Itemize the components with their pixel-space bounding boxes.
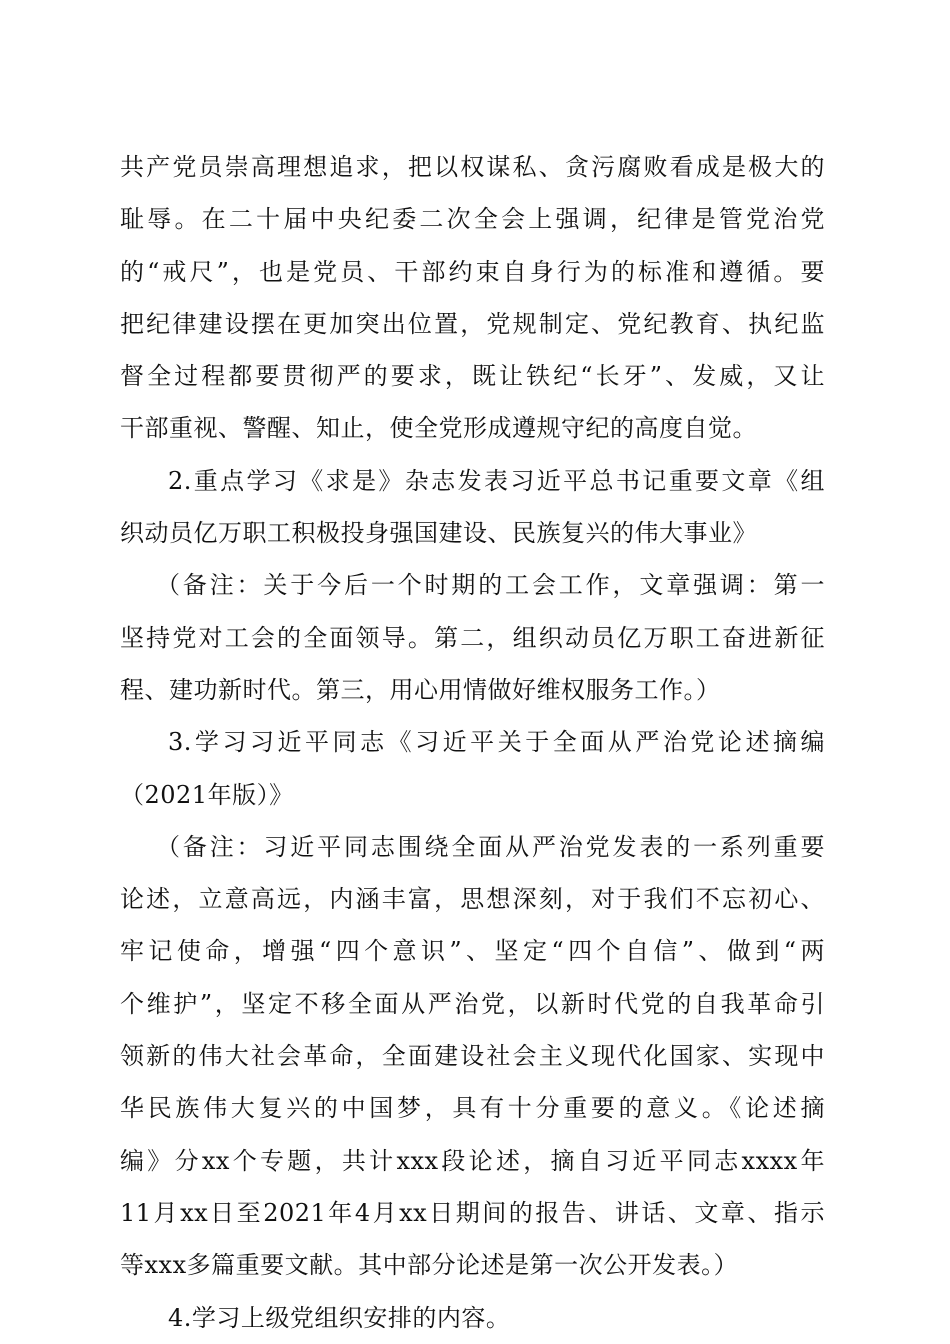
document-page (120, 141, 825, 1344)
note-3-line: 领新的伟大社会革命，全面建设社会主义现代化国家、实现中 (120, 1042, 825, 1071)
item-3-heading: 3.学习习近平同志《习近平关于全面从严治党论述摘编 (168, 728, 825, 757)
text-line: 干部重视、警醒、知止，使全党形成遵规守纪的高度自觉。 (120, 414, 757, 443)
text-line: 的“戒尺”，也是党员、干部约束自身行为的标准和遵循。要 (120, 257, 825, 286)
note-3-line: 个维护”，坚定不移全面从严治党，以新时代党的自我革命引 (120, 989, 825, 1018)
item-2-heading-cont: 织动员亿万职工积极投身强国建设、民族复兴的伟大事业》 (120, 519, 757, 548)
text-line: 共产党员崇高理想追求，把以权谋私、贪污腐败看成是极大的 (120, 153, 825, 181)
text-line: 耻辱。在二十届中央纪委二次全会上强调，纪律是管党治党 (120, 205, 825, 234)
note-3-line: 11月xx日至2021年4月xx日期间的报告、讲话、文章、指示 (120, 1198, 825, 1227)
note-3-line: 编》分xx个专题，共计xxx段论述，摘自习近平同志xxxx年 (120, 1146, 825, 1175)
note-2-line: 程、建功新时代。第三，用心用情做好维权服务工作。） (120, 675, 721, 704)
note-2-line: 坚持党对工会的全面领导。第二，组织动员亿万职工奋进新征 (120, 623, 825, 652)
item-4-heading: 4.学习上级党组织安排的内容。 (168, 1303, 511, 1332)
note-3-line: 牢记使命，增强“四个意识”、坚定“四个自信”、做到“两 (120, 937, 825, 966)
note-3: （备注：习近平同志围绕全面从严治党发表的一系列重要 (156, 832, 825, 861)
text-line: 督全过程都要贯彻严的要求，既让铁纪“长牙”、发威，又让 (120, 362, 825, 391)
note-2: （备注：关于今后一个时期的工会工作，文章强调：第一 (156, 571, 825, 600)
text-line: 把纪律建设摆在更加突出位置，党规制定、党纪教育、执纪监 (120, 309, 825, 338)
item-2-heading: 2.重点学习《求是》杂志发表习近平总书记重要文章《组 (168, 466, 825, 495)
note-3-line: 等xxx多篇重要文献。其中部分论述是第一次公开发表。） (120, 1251, 739, 1280)
item-3-heading-cont: （2021年版）》 (120, 780, 294, 809)
note-3-line: 华民族伟大复兴的中国梦，具有十分重要的意义。《论述摘 (120, 1094, 825, 1123)
note-3-line: 论述，立意高远，内涵丰富，思想深刻，对于我们不忘初心、 (120, 885, 825, 914)
